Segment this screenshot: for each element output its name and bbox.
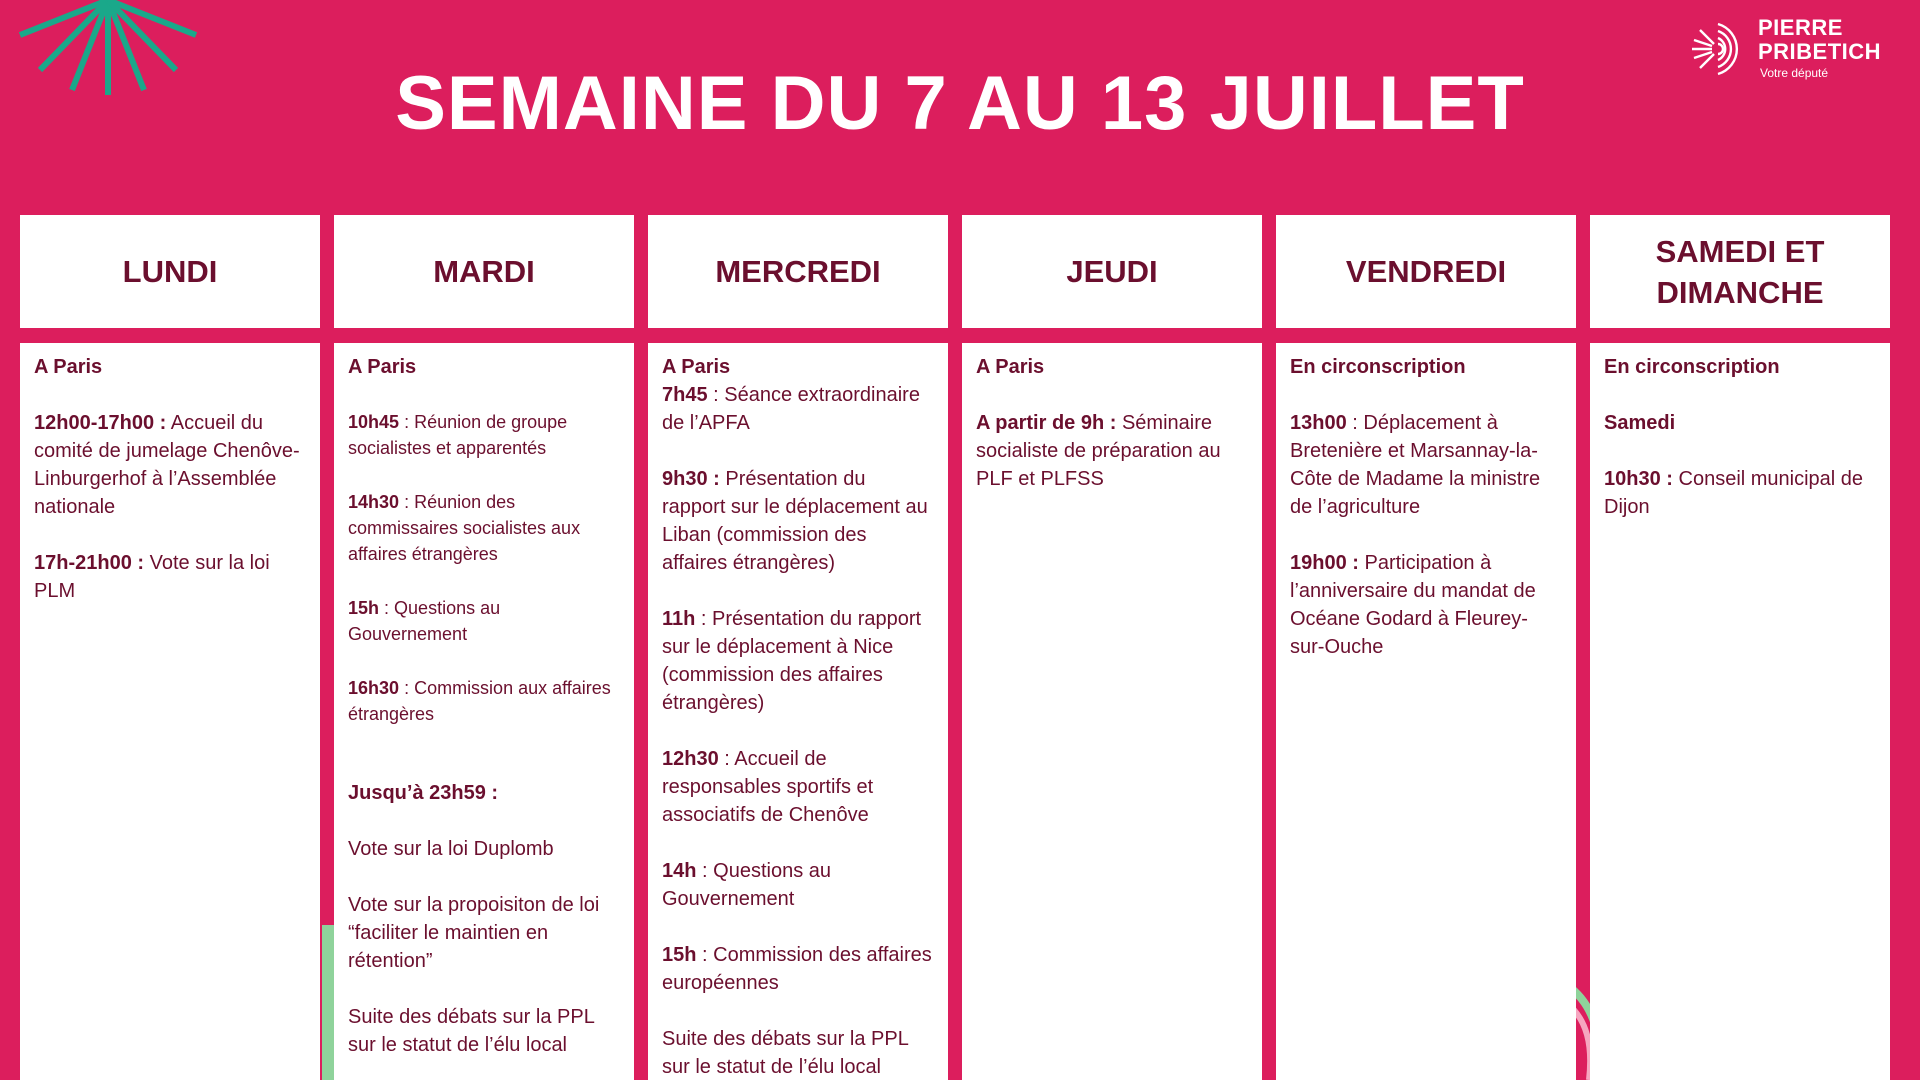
event-time: 12h00-17h00 : <box>34 412 167 434</box>
event-item <box>662 941 934 997</box>
event-text: : Réunion de groupe socialistes et apparentés <box>348 412 568 458</box>
event-text: Séminaire socialiste de préparation au PLF et PLFSS <box>976 412 1221 490</box>
brand-logo <box>1690 16 1900 86</box>
day-header <box>648 215 948 328</box>
day-name-line1: SAMEDI ET <box>1655 233 1825 269</box>
location-label: A Paris <box>976 356 1045 378</box>
day-header <box>20 215 320 328</box>
event-item <box>348 595 620 647</box>
day-header <box>1276 215 1576 328</box>
event-text: : Séance extraordinaire de l’APFA <box>662 384 920 434</box>
fingerprint-logo-icon <box>1690 16 1754 80</box>
event-item <box>662 745 934 829</box>
location-label: A Paris <box>662 356 731 378</box>
event-item <box>662 381 934 437</box>
event-item <box>662 605 934 717</box>
location-label: A Paris <box>348 356 417 378</box>
location-label: En circonscription <box>1290 356 1466 378</box>
day-schedule <box>1276 343 1576 1080</box>
day-name: JEUDI <box>1066 254 1158 289</box>
late-item: Suite des débats sur la PPL sur le statut de l’élu local <box>662 1028 909 1078</box>
brand-name <box>1758 16 1881 64</box>
day-schedule <box>648 343 948 1080</box>
day-schedule <box>20 343 320 1080</box>
brand-name-line1: PIERRE <box>1758 15 1843 40</box>
late-item: Suite des débats sur la PPL sur le statut de l’élu local <box>348 1006 595 1056</box>
brand-name-line2: PRIBETICH <box>1758 39 1882 64</box>
event-item <box>662 857 934 913</box>
event-time: 13h00 <box>1290 412 1347 434</box>
event-text: : Commission des affaires européennes <box>662 944 932 994</box>
event-text: : Réunion des commissaires socialistes aux affaires étrangères <box>348 492 581 564</box>
location-label: A Paris <box>34 356 103 378</box>
event-text: Présentation du rapport sur le déplacement au Liban (commission des affaires étrangères) <box>662 468 928 574</box>
day-name: LUNDI <box>122 254 218 289</box>
event-time: 12h30 <box>662 748 719 770</box>
day-schedule <box>1590 343 1890 1080</box>
event-item <box>34 409 306 521</box>
event-text: : Questions au Gouvernement <box>348 598 501 644</box>
event-item <box>662 465 934 577</box>
event-time: 17h-21h00 : <box>34 552 145 574</box>
event-time: 14h <box>662 860 697 882</box>
day-header <box>962 215 1262 328</box>
event-text: Conseil municipal de Dijon <box>1604 468 1864 518</box>
late-item: Vote sur la propoisiton de loi “faciliter le maintien en rétention” <box>348 894 600 972</box>
event-time: 10h30 : <box>1604 468 1673 490</box>
day-schedule <box>334 343 634 1080</box>
event-text: : Commission aux affaires étrangères <box>348 678 611 724</box>
event-item <box>348 409 620 461</box>
event-time: 7h45 <box>662 384 708 406</box>
event-text: : Présentation du rapport sur le déplacement à Nice (commission des affaires étrangères) <box>662 608 922 714</box>
day-name: MERCREDI <box>715 254 881 289</box>
event-item <box>1290 549 1562 661</box>
page-title: SEMAINE DU 7 AU 13 JUILLET <box>395 61 1525 146</box>
event-item <box>976 409 1248 493</box>
event-item <box>348 489 620 567</box>
brand-subtitle: Votre député <box>1760 66 1829 80</box>
late-heading: Jusqu’à 23h59 : <box>348 782 499 804</box>
event-time: 9h30 : <box>662 468 720 490</box>
event-time: 15h <box>662 944 697 966</box>
event-time: 11h <box>662 608 696 630</box>
location-label: En circonscription <box>1604 356 1780 378</box>
event-time: 14h30 <box>348 492 400 512</box>
event-item <box>348 675 620 727</box>
late-item: Vote sur la loi Duplomb <box>348 838 554 860</box>
sub-heading: Samedi <box>1604 412 1676 434</box>
event-time: 19h00 : <box>1290 552 1359 574</box>
day-header <box>334 215 634 328</box>
day-header <box>1590 215 1890 328</box>
event-time: 10h45 <box>348 412 400 432</box>
day-name-line2: DIMANCHE <box>1656 274 1824 310</box>
event-time: 15h <box>348 598 380 618</box>
event-item <box>1290 409 1562 521</box>
event-time: A partir de 9h : <box>976 412 1117 434</box>
event-text: Participation à l’anniversaire du mandat de Océane Godard à Fleurey-sur-Ouche <box>1290 552 1536 658</box>
event-text: Vote sur la loi PLM <box>34 552 270 602</box>
day-schedule <box>962 343 1262 1080</box>
event-item <box>1604 465 1876 521</box>
event-text: : Questions au Gouvernement <box>662 860 831 910</box>
day-name: VENDREDI <box>1345 254 1507 289</box>
day-name: MARDI <box>433 254 535 289</box>
event-time: 16h30 <box>348 678 400 698</box>
event-text: : Accueil de responsables sportifs et associatifs de Chenôve <box>662 748 874 826</box>
event-text: : Déplacement à Bretenière et Marsannay-la-Côte de Madame la ministre de l’agriculture <box>1290 412 1541 518</box>
event-item <box>34 549 306 605</box>
event-text: Accueil du comité de jumelage Chenôve-Linburgerhof à l’Assemblée nationale <box>34 412 300 518</box>
